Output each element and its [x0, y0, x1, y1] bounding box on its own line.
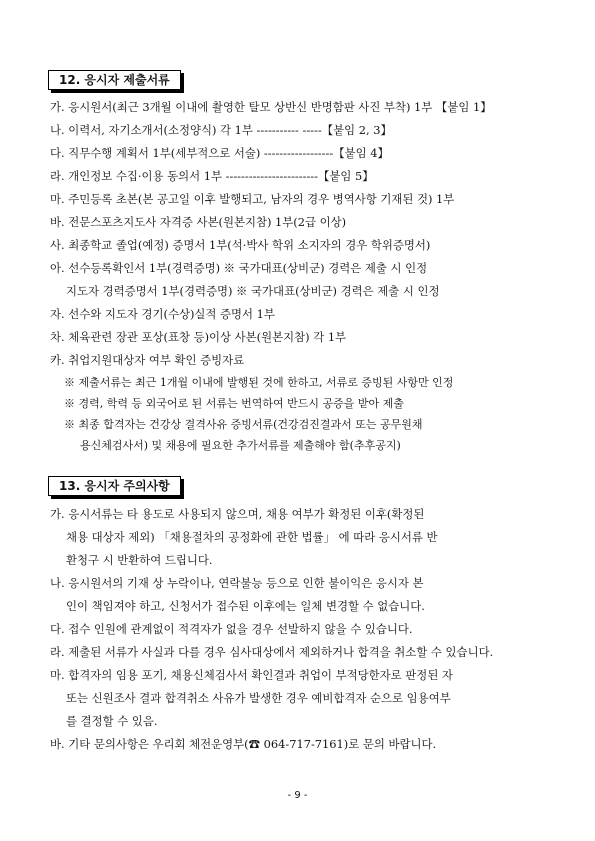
doc-note-3: ※ 최종 합격자는 건강상 결격사유 증빙서류(건강검진결과서 또는 공무원채 — [64, 418, 423, 431]
doc-line-12-8: 아. 선수등록확인서 1부(경력증명) ※ 국가대표(상비군) 경력은 제출 시 인정 — [50, 261, 428, 275]
doc-line-12-9: 지도자 경력증명서 1부(경력증명) ※ 국가대표(상비군) 경력은 제출 시 인정 — [66, 284, 440, 298]
doc-note-2: ※ 경력, 학력 등 외국어로 된 서류는 번역하여 반드시 공증을 받아 제출 — [64, 397, 404, 410]
page-number: - 9 - — [287, 790, 308, 801]
doc-line-12-4: 라. 개인정보 수집·이용 동의서 1부 ------------------------【붙임 5】 — [50, 169, 374, 183]
doc-line-13-3: 환청구 시 반환하여 드립니다. — [66, 553, 213, 567]
doc-line-13-4: 나. 응시원서의 기재 상 누락이나, 연락불능 등으로 인한 불이익은 응시자 본 — [50, 576, 424, 590]
doc-line-12-11: 차. 체육관련 장관 포상(표창 등)이상 사본(원본지참) 각 1부 — [50, 330, 347, 344]
doc-line-13-8: 마. 합격자의 임용 포기, 채용신체검사서 확인결과 취업이 부적당한자로 판정된 자 — [50, 668, 453, 682]
doc-line-12-10: 자. 선수와 지도자 경기(수상)실적 증명서 1부 — [50, 307, 275, 321]
doc-line-13-7: 라. 제출된 서류가 사실과 다를 경우 심사대상에서 제외하거나 합격을 취소할 수 있습니다. — [50, 645, 494, 659]
doc-line-13-11: 바. 기타 문의사항은 우리회 체전운영부(☎ 064-717-7161)로 문의 바랍니다. — [50, 737, 437, 751]
doc-line-12-7: 사. 최종학교 졸업(예정) 증명서 1부(석·박사 학위 소지자의 경우 학위증명서) — [50, 238, 431, 252]
doc-line-13-2: 채용 대상자 제외) 「채용절차의 공정화에 관한 법률」 에 따라 응시서류 반 — [66, 530, 438, 544]
doc-line-12-2: 나. 이력서, 자기소개서(소정양식) 각 1부 ----------- -----【붙임 2, 3】 — [50, 123, 392, 137]
doc-line-13-10: 를 결정할 수 있음. — [66, 714, 158, 728]
doc-line-13-6: 다. 접수 인원에 관계없이 적격자가 없을 경우 선발하지 않을 수 있습니다. — [50, 622, 413, 636]
doc-note-1: ※ 제출서류는 최근 1개월 이내에 발행된 것에 한하고, 서류로 증빙된 사항만 인정 — [64, 376, 454, 389]
section-13-title: 13. 응시자 주의사항 — [48, 476, 181, 496]
doc-note-4: 용신체검사서) 및 채용에 필요한 추가서류를 제출해야 함(추후공지) — [80, 439, 401, 452]
doc-line-12-3: 다. 직무수행 계획서 1부(세부적으로 서술) ------------------【붙임 4】 — [50, 146, 389, 160]
doc-line-13-5: 인이 책임져야 하고, 신청서가 접수된 이후에는 일체 변경할 수 없습니다. — [66, 599, 425, 613]
doc-line-12-12: 카. 취업지원대상자 여부 확인 증빙자료 — [50, 353, 245, 367]
doc-line-12-6: 바. 전문스포츠지도사 자격증 사본(원본지참) 1부(2급 이상) — [50, 215, 347, 229]
doc-line-12-1: 가. 응시원서(최근 3개월 이내에 촬영한 탈모 상반신 반명함판 사진 부착) 1부 【붙임 1】 — [50, 100, 492, 114]
doc-line-13-9: 또는 신원조사 결과 합격취소 사유가 발생한 경우 예비합격자 순으로 임용여부 — [66, 691, 451, 705]
doc-line-13-1: 가. 응시서류는 타 용도로 사용되지 않으며, 채용 여부가 확정된 이후(확정된 — [50, 507, 425, 521]
doc-line-12-5: 마. 주민등록 초본(본 공고일 이후 발행되고, 남자의 경우 병역사항 기재된 것) 1부 — [50, 192, 455, 206]
section-12-title: 12. 응시자 제출서류 — [48, 70, 181, 90]
